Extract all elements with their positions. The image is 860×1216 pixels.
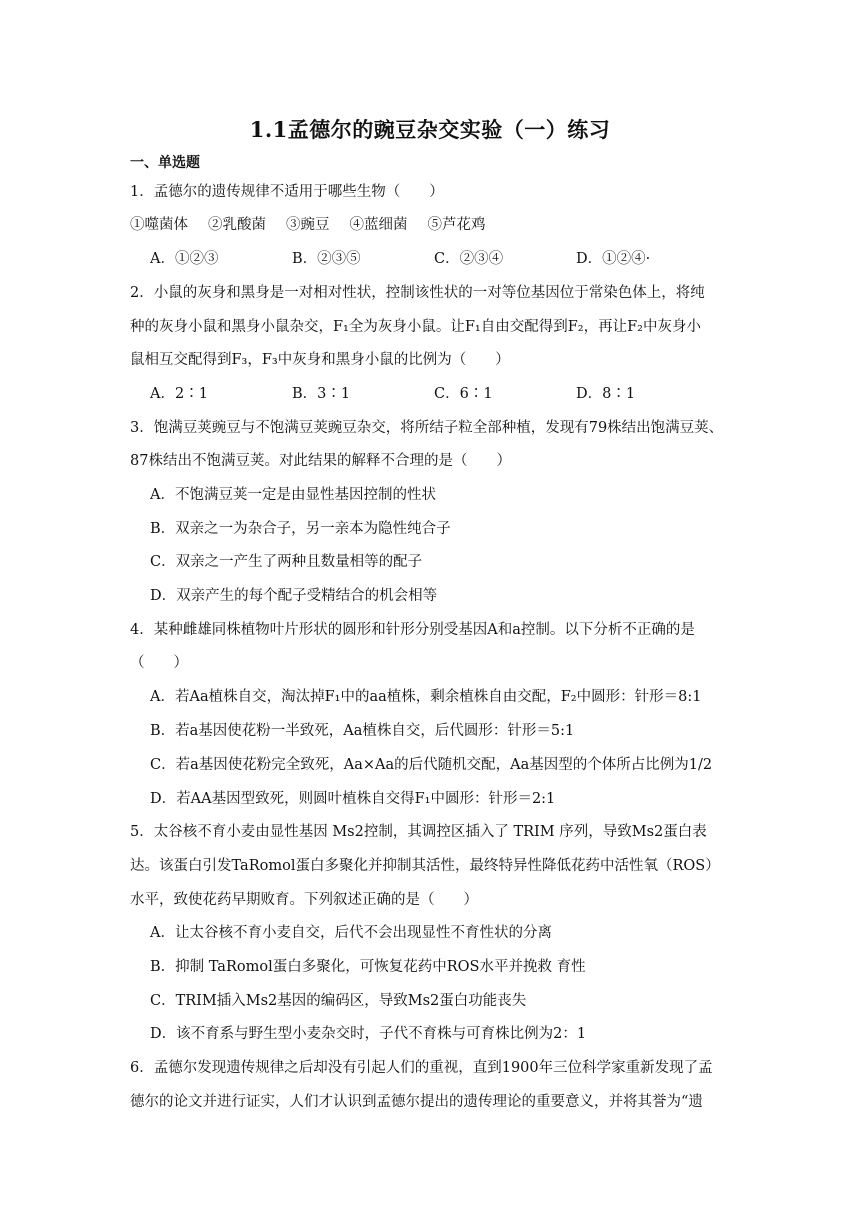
option-d: D．若AA基因型致死，则圆叶植株自交得F₁中圆形：针形＝2:1 bbox=[150, 791, 556, 807]
option-d: D．8∶1 bbox=[576, 386, 636, 402]
option-b: B．双亲之一为杂合子，另一亲本为隐性纯合子 bbox=[150, 521, 451, 537]
question-5-line-3: 水平，致使花药早期败育。下列叙述正确的是（ ） bbox=[130, 892, 478, 908]
option-a: A．让太谷核不育小麦自交，后代不会出现显性不育性状的分离 bbox=[150, 925, 552, 941]
q1-item: ①噬菌体 bbox=[130, 217, 188, 233]
option-c: C．双亲之一产生了两种且数量相等的配子 bbox=[150, 554, 423, 570]
question-5-line-1: 5．太谷核不育小麦由显性基因 Ms2控制，其调控区插入了 TRIM 序列，导致Ms2蛋白表 bbox=[130, 824, 707, 840]
question-2-line-3: 鼠相互交配得到F₃，F₃中灰身和黑身小鼠的比例为（ ） bbox=[130, 352, 510, 368]
section-heading: 一、单选题 bbox=[130, 155, 200, 171]
q1-item: ⑤芦花鸡 bbox=[427, 217, 486, 233]
option-b: B．抑制 TaRomol蛋白多聚化，可恢复花药中ROS水平并挽救 育性 bbox=[150, 959, 586, 975]
option-c: C．6∶1 bbox=[434, 386, 493, 402]
question-4-line-2: （ ） bbox=[130, 655, 188, 671]
question-6-line-1: 6．孟德尔发现遗传规律之后却没有引起人们的重视，直到1900年三位科学家重新发现了孟 bbox=[130, 1060, 713, 1076]
option-d: D．该不育系与野生型小麦杂交时，子代不育株与可育株比例为2：1 bbox=[150, 1026, 587, 1042]
question-4-line-1: 4．某种雌雄同株植物叶片形状的圆形和针形分别受基因A和a控制。以下分析不正确的是 bbox=[130, 622, 695, 638]
option-c: C．TRIM插入Ms2基因的编码区，导致Ms2蛋白功能丧失 bbox=[150, 993, 527, 1009]
q1-item: ③豌豆 bbox=[286, 217, 330, 233]
option-d: D．双亲产生的每个配子受精结合的机会相等 bbox=[150, 588, 438, 604]
question-3-line-1: 3．饱满豆荚豌豆与不饱满豆荚豌豆杂交，将所结子粒全部种植，发现有79株结出饱满豆荚、 bbox=[130, 420, 724, 436]
page-title: 1.1孟德尔的豌豆杂交实验（一）练习 bbox=[249, 117, 611, 142]
question-1-options bbox=[150, 247, 718, 268]
option-b: B．②③⑤ bbox=[292, 251, 361, 267]
question-2-line-2: 种的灰身小鼠和黑身小鼠杂交，F₁全为灰身小鼠。让F₁自由交配得到F₂，再让F₂中灰身小 bbox=[130, 319, 701, 335]
option-a: A．①②③ bbox=[150, 251, 219, 267]
q1-item: ②乳酸菌 bbox=[208, 217, 266, 233]
question-6-line-2: 德尔的论文并进行证实，人们才认识到孟德尔提出的遗传理论的重要意义，并将其誉为“遗 bbox=[130, 1094, 703, 1110]
question-5-line-2: 达。该蛋白引发TaRomol蛋白多聚化并抑制其活性，最终特异性降低花药中活性氧（ROS） bbox=[130, 858, 720, 874]
option-c: C．②③④ bbox=[434, 251, 504, 267]
option-a: A．若Aa植株自交，淘汰掉F₁中的aa植株，剩余植株自由交配，F₂中圆形：针形＝8:1 bbox=[150, 689, 702, 705]
question-2-line-1: 2．小鼠的灰身和黑身是一对相对性状，控制该性状的一对等位基因位于常染色体上，将纯 bbox=[130, 285, 705, 301]
option-b: B．若a基因使花粉一半致死，Aa植株自交，后代圆形：针形＝5:1 bbox=[150, 723, 575, 739]
question-1-items bbox=[130, 213, 506, 234]
question-3-line-2: 87株结出不饱满豆荚。对此结果的解释不合理的是（ ） bbox=[130, 453, 511, 469]
option-a: A．不饱满豆荚一定是由显性基因控制的性状 bbox=[150, 487, 436, 503]
option-c: C．若a基因使花粉完全致死，Aa×Aa的后代随机交配，Aa基因型的个体所占比例为1/2 bbox=[150, 757, 713, 773]
q1-item: ④蓝细菌 bbox=[349, 217, 408, 233]
question-1-stem: 1．孟德尔的遗传规律不适用于哪些生物（ ） bbox=[130, 184, 444, 200]
option-d: D．①②④· bbox=[576, 251, 651, 267]
question-2-options bbox=[150, 382, 718, 403]
option-b: B．3∶1 bbox=[292, 386, 351, 402]
option-a: A．2∶1 bbox=[150, 386, 208, 402]
